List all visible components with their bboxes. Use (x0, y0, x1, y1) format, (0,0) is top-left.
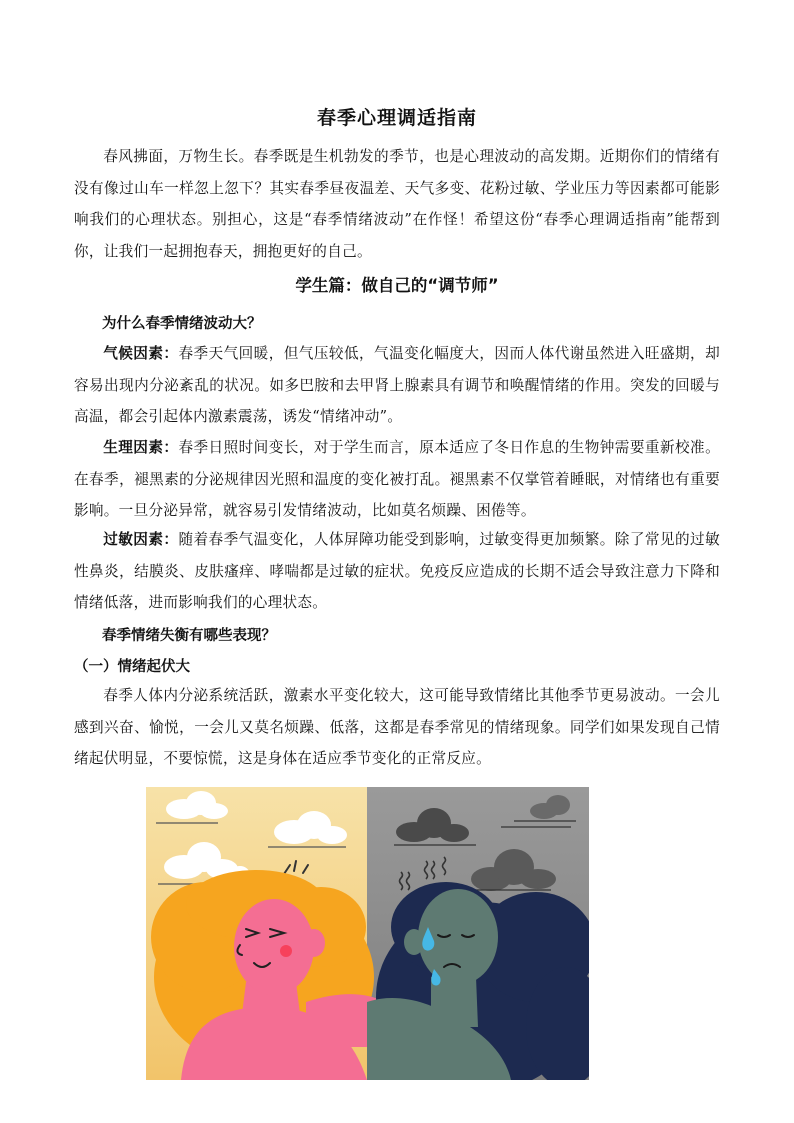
item-heading-1: （一）情绪起伏大 (74, 659, 190, 675)
intro-paragraph: 春风拂面，万物生长。春季既是生机勃发的季节，也是心理波动的高发期。近期你们的情绪有没有像过山车一样忽上忽下？其实春季昼夜温差、天气多变、花粉过敏、学业压力等因素都可能影响我们的心理状态。别担心，这是“春季情绪波动”在作怪！希望这份“春季心理调适指南”能帮到你，让我们一起拥抱春天，拥抱更好的自己。 (74, 148, 720, 260)
factor-paragraph-climate (74, 338, 720, 433)
factor-label-climate: 气候因素： (103, 345, 179, 362)
blush (280, 945, 292, 957)
factor-text-allergy: 随着春季气温变化，人体屏障功能受到影响，过敏变得更加频繁。除了常见的过敏性鼻炎，结膜炎、皮肤瘙痒、哮喘都是过敏的症状。免疫反应造成的长期不适会导致注意力下降和情绪低落，进而影响我们的心理状态。 (74, 531, 720, 611)
factor-text-physiology: 春季日照时间变长，对于学生而言，原本适应了冬日作息的生物钟需要重新校准。在春季，褪黑素的分泌规律因光照和温度的变化被打乱。褪黑素不仅掌管着睡眠，对情绪也有重要影响。一旦分泌异常，就容易引发情绪波动，比如莫名烦躁、困倦等。 (74, 439, 720, 519)
happy-ear (303, 929, 325, 957)
page-title: 春季心理调适指南 (316, 107, 477, 129)
factor-paragraph-physiology (74, 432, 720, 527)
factor-label-physiology: 生理因素： (103, 439, 179, 456)
question-heading-2: 春季情绪失衡有哪些表现？ (102, 628, 276, 644)
factor-text-climate: 春季天气回暖，但气压较低，气温变化幅度大，因而人体代谢虽然进入旺盛期，却容易出现内分泌紊乱的状况。如多巴胺和去甲肾上腺素具有调节和唤醒情绪的作用。突发的回暖与高温，都会引起体内激素震荡，诱发“情绪冲动”。 (74, 345, 720, 425)
mood-illustration (146, 787, 589, 1080)
section-title: 学生篇：做自己的“调节师” (295, 276, 499, 295)
factor-label-allergy: 过敏因素： (103, 531, 179, 548)
question-heading-1: 为什么春季情绪波动大？ (102, 316, 262, 332)
sad-ear (404, 929, 424, 955)
factor-paragraph-allergy (74, 524, 720, 619)
item-paragraph-1: 春季人体内分泌系统活跃，激素水平变化较大，这可能导致情绪比其他季节更易波动。一会儿感到兴奋、愉悦，一会儿又莫名烦躁、低落，这都是春季常见的情绪现象。同学们如果发现自己情绪起伏明显，不要惊慌，这是身体在适应季节变化的正常反应。 (74, 687, 720, 767)
happy-face (234, 899, 314, 995)
